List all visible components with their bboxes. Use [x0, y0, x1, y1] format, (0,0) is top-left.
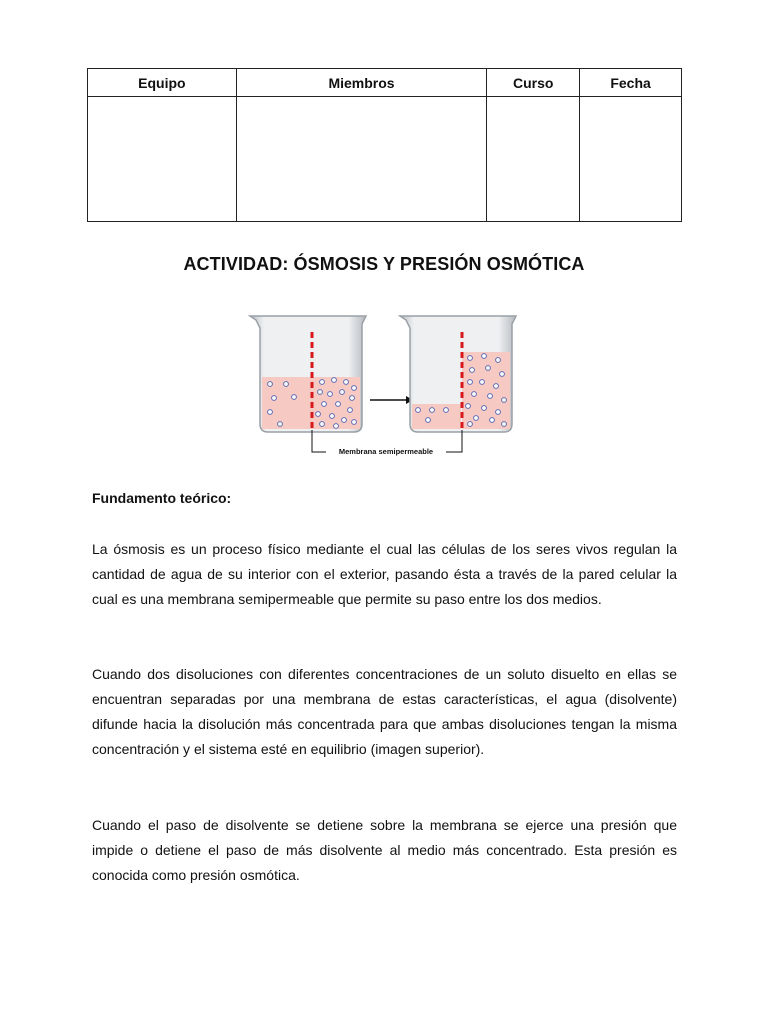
solute-particle — [318, 390, 323, 395]
cell-miembros[interactable] — [236, 97, 487, 222]
solute-particle — [336, 402, 341, 407]
solute-particle — [482, 406, 487, 411]
solute-particle — [352, 386, 357, 391]
solute-particle — [278, 422, 283, 427]
solute-particle — [320, 422, 325, 427]
solute-particle — [426, 418, 431, 423]
solute-particle — [328, 392, 333, 397]
solute-particle — [268, 382, 273, 387]
beaker-before — [250, 316, 366, 432]
page-title: ACTIVIDAD: ÓSMOSIS Y PRESIÓN OSMÓTICA — [183, 254, 585, 274]
solute-particle — [496, 410, 501, 415]
membrane-label: Membrana semipermeable — [338, 447, 434, 456]
solute-particle — [482, 354, 487, 359]
solute-particle — [474, 416, 479, 421]
solute-particle — [352, 420, 357, 425]
header-miembros: Miembros — [236, 69, 487, 97]
solute-particle — [330, 414, 335, 419]
solute-particle — [316, 412, 321, 417]
solute-particle — [342, 418, 347, 423]
solute-particle — [496, 358, 501, 363]
osmosis-figure — [246, 312, 522, 460]
solute-particle — [430, 408, 435, 413]
membrane-label-group — [312, 430, 462, 456]
solute-particle — [348, 408, 353, 413]
header-fecha: Fecha — [580, 69, 682, 97]
table-header-row — [88, 69, 682, 97]
solute-particle — [272, 396, 277, 401]
solute-particle — [486, 366, 491, 371]
solute-particle — [466, 404, 471, 409]
solution-concentrated — [462, 352, 510, 429]
solute-particle — [444, 408, 449, 413]
solute-particle — [470, 368, 475, 373]
cell-fecha[interactable] — [580, 97, 682, 222]
cell-curso[interactable] — [487, 97, 580, 222]
solute-particle — [480, 380, 485, 385]
solute-particle — [468, 356, 473, 361]
solute-particle — [350, 396, 355, 401]
solute-particle — [468, 380, 473, 385]
table-row — [88, 97, 682, 222]
solute-particle — [292, 395, 297, 400]
solute-particle — [284, 382, 289, 387]
solute-particle — [502, 398, 507, 403]
solute-particle — [322, 402, 327, 407]
paragraph-3: Cuando el paso de disolvente se detiene sobre la membrana se ejerce una presión que impide o detiene el paso de más disolvente al medio más concentrado. Esta presión es conocida como presión osmótica. — [92, 817, 677, 883]
solute-particle — [332, 378, 337, 383]
solute-particle — [416, 408, 421, 413]
header-curso: Curso — [487, 69, 580, 97]
solute-particle — [334, 424, 339, 429]
solute-particle — [468, 422, 473, 427]
solute-particle — [502, 422, 507, 427]
team-info-table — [87, 68, 682, 222]
solute-particle — [268, 410, 273, 415]
solute-particle — [494, 384, 499, 389]
solute-particle — [344, 380, 349, 385]
solute-particle — [472, 392, 477, 397]
section-heading: Fundamento teórico: — [92, 490, 232, 506]
process-arrow — [370, 396, 413, 404]
solute-particle — [490, 418, 495, 423]
solute-particle — [500, 372, 505, 377]
solute-particle — [340, 390, 345, 395]
cell-equipo[interactable] — [88, 97, 237, 222]
solute-particle — [320, 380, 325, 385]
solute-particle — [488, 394, 493, 399]
header-equipo: Equipo — [88, 69, 237, 97]
paragraph-2: Cuando dos disoluciones con diferentes concentraciones de un soluto disuelto en ellas se encuentran separadas por una membrana de estas características, el agua (disolvente) difunde hacia la disolución más concentrada para que ambas disoluciones tengan la misma concentración y el sistema esté en equilibrio (imagen superior). — [92, 666, 677, 757]
paragraph-1: La ósmosis es un proceso físico mediante el cual las células de los seres vivos regulan la cantidad de agua de su interior con el exterior, pasando ésta a través de la pared celular la cual es una membrana semipermeable que permite su paso entre los dos medios. — [92, 541, 677, 607]
beaker-after — [400, 316, 516, 432]
osmosis-diagram — [246, 312, 522, 460]
